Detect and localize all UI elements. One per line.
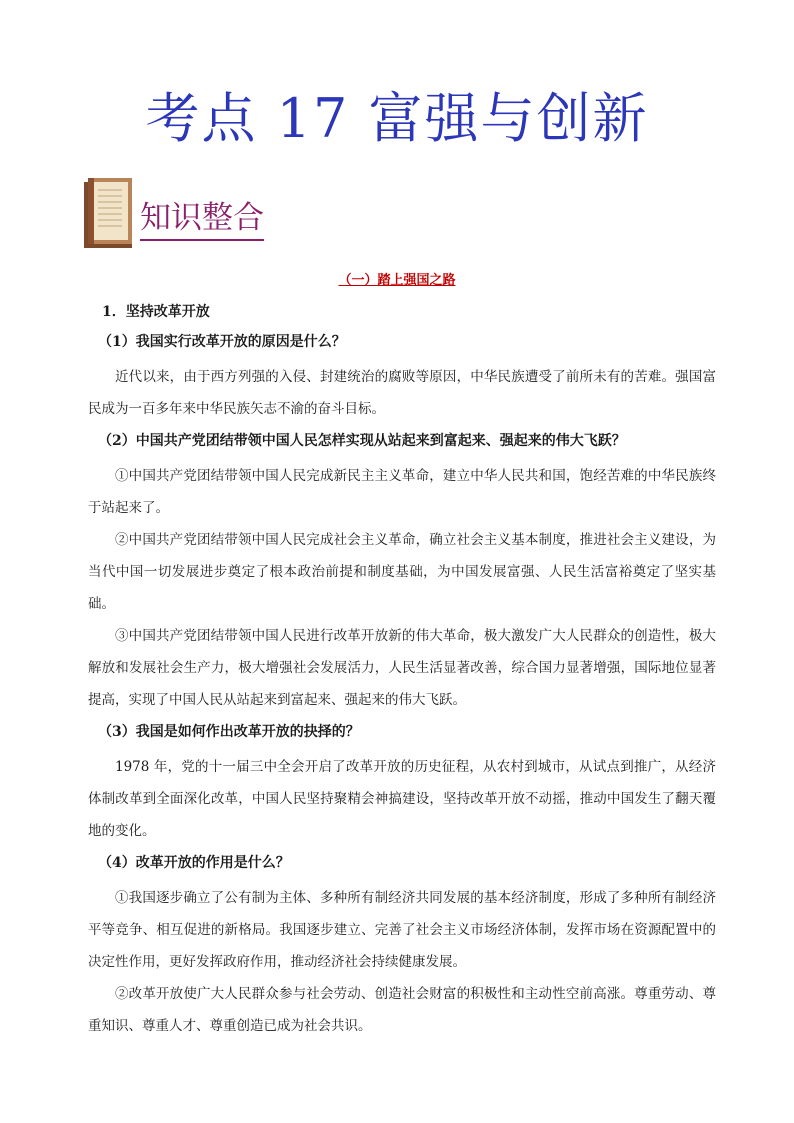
knowledge-banner [82, 176, 282, 252]
paragraph: ②中国共产党团结带领中国人民完成社会主义革命，确立社会主义基本制度，推进社会主义建设，为当代中国一切发展进步奠定了根本政治前提和制度基础，为中国发展富强、人民生活富裕奠定了坚实基础。 [88, 532, 716, 612]
paragraph: ①我国逐步确立了公有制为主体、多种所有制经济共同发展的基本经济制度，形成了多种所有制经济平等竞争、相互促进的新格局。我国逐步建立、完善了社会主义市场经济体制，发挥市场在资源配置中的决定性作用，更好发挥政府作用，推动经济社会持续健康发展。 [88, 890, 716, 970]
paragraph: ②改革开放使广大人民群众参与社会劳动、创造社会财富的积极性和主动性空前高涨。尊重劳动、尊重知识、尊重人才、尊重创造已成为社会共识。 [88, 986, 716, 1034]
section-heading: （一）踏上强国之路 [338, 273, 456, 288]
question-heading: （2）中国共产党团结带领中国人民怎样实现从站起来到富起来、强起来的伟大飞跃？ [98, 433, 626, 449]
paragraph: ③中国共产党团结带领中国人民进行改革开放新的伟大革命，极大激发广大人民群众的创造性，极大解放和发展社会生产力，极大增强社会发展活力，人民生活显著改善，综合国力显著增强，国际地位显著提高，实现了中国人民从站起来到富起来、强起来的伟大飞跃。 [88, 628, 716, 708]
paragraph: 1978 年，党的十一届三中全会开启了改革开放的历史征程，从农村到城市，从试点到推广，从经济体制改革到全面深化改革，中国人民坚持聚精会神搞建设，坚持改革开放不动摇，推动中国发生了翻天覆地的变化。 [88, 759, 716, 839]
question-heading: （4）改革开放的作用是什么？ [98, 855, 290, 871]
banner-label: 知识整合 [140, 198, 264, 241]
topic-heading: 1．坚持改革开放 [102, 304, 210, 320]
paragraph: ①中国共产党团结带领中国人民完成新民主主义革命，建立中华人民共和国，饱经苦难的中华民族终于站起来了。 [88, 468, 716, 516]
article-body [88, 296, 716, 1042]
paragraph: 近代以来，由于西方列强的入侵、封建统治的腐败等原因，中华民族遭受了前所未有的苦难。强国富民成为一百多年来中华民族矢志不渝的奋斗目标。 [88, 369, 716, 417]
book-icon [82, 176, 136, 252]
page-title: 考点 17 富强与创新 [145, 87, 649, 150]
question-heading: （3）我国是如何作出改革开放的抉择的？ [98, 724, 360, 740]
question-heading: （1）我国实行改革开放的原因是什么？ [98, 334, 346, 350]
